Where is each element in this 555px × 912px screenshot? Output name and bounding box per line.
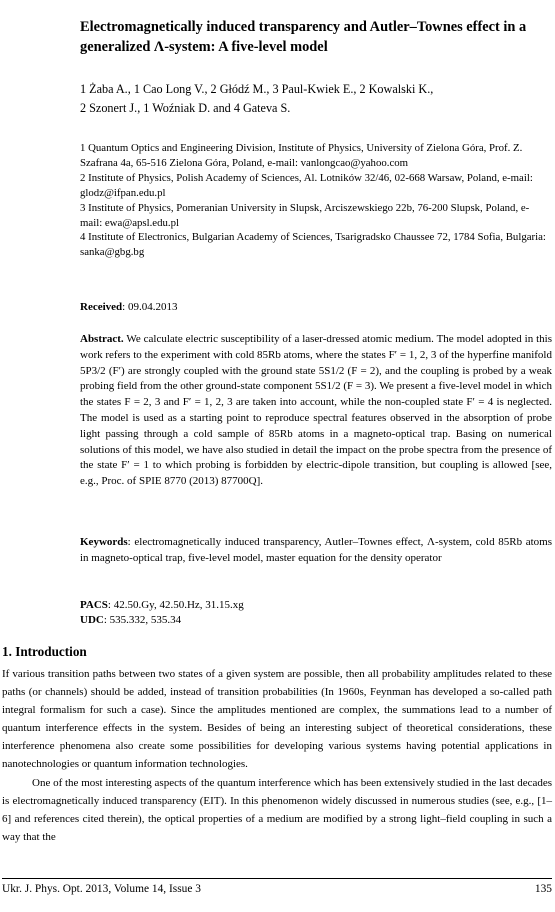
author-line: 1 Żaba A., 1 Cao Long V., 2 Głódź M., 3 Paul-Kwiek E., 2 Kowalski K.,: [80, 82, 434, 96]
classification-codes: [80, 598, 550, 628]
paragraph: If various transition paths between two states of a given system are possible, then all probability amplitudes related to these paths (or channels) should be added, instead of transition probabilities (In 1960s, Feynman has developed a so-called path integral formalism for such a case). Since the amplitudes mentioned are complex, the summations lead to a number of quantum interference effects in the system. Besides of being an interesting subject of theoretical considerations, these interference phenomena also create some possibilities for developing various systems having potential applications in nanotechnologies or quantum information technologies.: [2, 668, 552, 771]
body-text: [2, 665, 552, 846]
keywords-label: Keywords: [80, 536, 128, 548]
abstract-text: We calculate electric susceptibility of a laser-dressed atomic medium. The model adopted in this work refers to the experiment with cold 85Rb atoms, where the states F′ = 1, 2, 3 of the hyperfine manifold 5P3/2 (F′) are strongly coupled with the ground state 5S1/2 (F = 2), and the coupling is probed by a weak probing field from the other ground-state component 5S1/2 (F = 3). We present a five-level model in which the states F = 2, 3 and F′ = 1, 2, 3 are taken into account, while the non-coupled state F′ = 4 is neglected. The model is used as a starting point to reproduce spectral features observed in the absorption of probe light passing through a cold sample of 85Rb atoms in a magneto-optical trap. Basing on numerical solutions of this model, we have also studied in detail the impact on the probe spectra from the presence of the state F′ = 1 to which probing is forbidden by electric-dipole transition, but coupling is allowed [see, e.g., Proc. of SPIE 8770 (2013) 87700Q].: [80, 333, 552, 488]
keywords-text: : electromagnetically induced transparency, Autler–Townes effect, Λ-system, cold 85Rb atoms in magneto-optical trap, five-level model, master equation for the density operator: [80, 536, 552, 564]
affiliation: 4 Institute of Electronics, Bulgarian Academy of Sciences, Tsarigradsko Chaussee 72, 1784 Sofia, Bulgaria: sanka@gbg.bg: [80, 231, 546, 259]
journal-citation: Ukr. J. Phys. Opt. 2013, Volume 14, Issue 3: [2, 883, 201, 895]
affiliation-list: [80, 141, 550, 260]
author-line: 2 Szonert J., 1 Woźniak D. and 4 Gateva S.: [80, 101, 291, 115]
abstract-label: Abstract.: [80, 333, 124, 345]
keywords: [80, 535, 552, 567]
page-number: 135: [534, 883, 552, 895]
abstract: [80, 332, 552, 490]
footer-divider: [2, 878, 552, 879]
affiliation: 3 Institute of Physics, Pomeranian University in Slupsk, Arciszewskiego 22b, 76-200 Slupsk, Poland, e-mail: ewa@apsl.edu.pl: [80, 201, 530, 229]
pacs-label: PACS: [80, 599, 108, 611]
section-heading: 1. Introduction: [2, 644, 87, 659]
paragraph: One of the most interesting aspects of the quantum interference which has been extensively studied in the last decades is electromagnetically induced transparency (EIT). In this phenomenon widely discussed in numerous studies (see, e.g., [1–6] and references cited therein), the optical properties of a medium are modified by a strong light–field coupling in such a way that the: [2, 776, 552, 843]
udc-line: [80, 613, 550, 628]
udc-label: UDC: [80, 614, 104, 626]
received-value: : 09.04.2013: [122, 301, 178, 313]
udc-value: : 535.332, 535.34: [103, 614, 182, 626]
pacs-line: [80, 598, 550, 613]
paper-title: Electromagnetically induced transparency and Autler–Townes effect in a generalized Λ-system: A five-level model: [80, 19, 527, 55]
author-list: [80, 80, 550, 118]
received-date: [80, 300, 177, 314]
pacs-value: : 42.50.Gy, 42.50.Hz, 31.15.xg: [107, 599, 244, 611]
received-label: Received: [80, 301, 123, 313]
affiliation: 1 Quantum Optics and Engineering Division, Institute of Physics, University of Zielona Góra, Prof. Z. Szafrana 4a, 65-516 Zielona Góra, Poland, e-mail: vanlongcao@yahoo.com: [80, 142, 523, 169]
affiliation: 2 Institute of Physics, Polish Academy of Sciences, Al. Lotników 32/46, 02-668 Warsaw, Poland, e-mail: glodz@ifpan.edu.pl: [80, 171, 533, 199]
